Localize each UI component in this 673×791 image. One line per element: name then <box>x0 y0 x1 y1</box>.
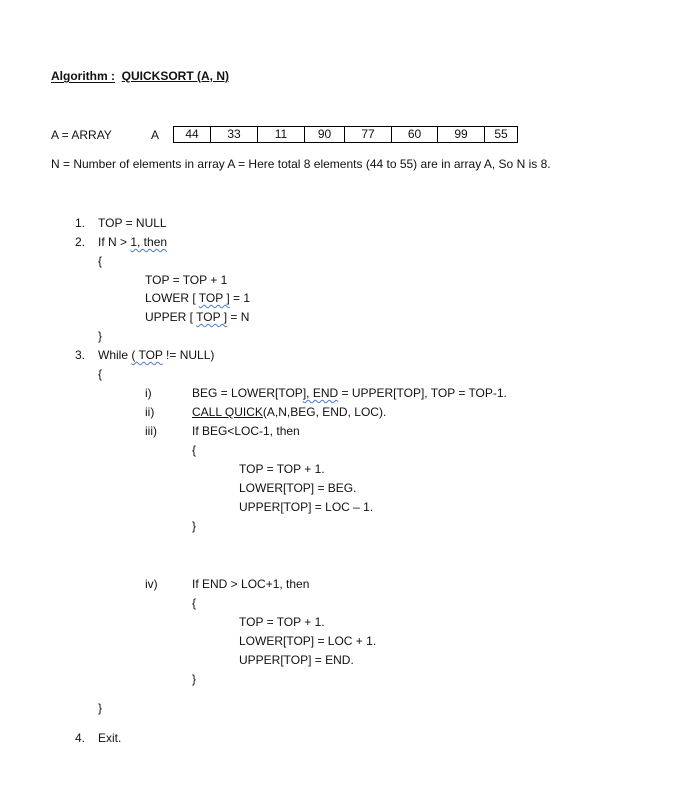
step-2-line-1: TOP = TOP + 1 <box>145 273 228 287</box>
step-2-number: 2. <box>75 235 86 249</box>
open-brace: { <box>192 443 197 457</box>
step-2 <box>98 235 167 249</box>
open-brace: { <box>98 367 103 381</box>
text-fragment: ], END <box>302 386 339 400</box>
text-fragment: TOP ] <box>198 291 230 305</box>
array-cell: 55 <box>494 127 508 141</box>
step-2-line-3 <box>145 310 249 324</box>
step-3-number: 3. <box>75 348 86 362</box>
step-1-number: 1. <box>75 216 86 230</box>
array-cell: 90 <box>305 127 345 142</box>
text-fragment: TOP ] <box>196 310 228 324</box>
step-2-then: 1, then <box>130 235 168 249</box>
sub-step-label: iii) <box>145 424 157 438</box>
page-title <box>51 69 229 83</box>
text-fragment: = N <box>227 310 250 324</box>
close-brace: } <box>98 329 103 343</box>
text-fragment: While <box>98 348 132 362</box>
sub-step-label: ii) <box>145 405 155 419</box>
sub-step-iv-line-1: TOP = TOP + 1. <box>239 615 325 629</box>
close-brace: } <box>98 701 103 715</box>
sub-step-iii-line-2: LOWER[TOP] = BEG. <box>239 481 357 495</box>
text-fragment: = UPPER[TOP], TOP = TOP-1. <box>338 386 507 400</box>
text-fragment: ( TOP <box>131 348 163 362</box>
sub-step-iv-line-2: LOWER[TOP] = LOC + 1. <box>239 634 377 648</box>
sub-step-label: i) <box>145 386 152 400</box>
array-cell: 99 <box>438 127 485 142</box>
close-brace: } <box>192 519 197 533</box>
array-cell: 77 <box>345 127 392 142</box>
step-4: Exit. <box>98 731 122 745</box>
close-brace: } <box>192 672 197 686</box>
text-fragment: != NULL) <box>162 348 215 362</box>
step-3 <box>98 348 214 362</box>
text-fragment: = 1 <box>229 291 251 305</box>
sub-step-iii-line-1: TOP = TOP + 1. <box>239 462 325 476</box>
text-fragment: (A,N,BEG, END, LOC). <box>262 405 387 419</box>
step-4-number: 4. <box>75 731 86 745</box>
sub-step-label: iv) <box>145 577 158 591</box>
sub-step-i <box>192 386 507 400</box>
text-fragment: BEG = LOWER[TOP <box>192 386 303 400</box>
text-fragment: UPPER [ <box>145 310 197 324</box>
n-definition: N = Number of elements in array A = Here total 8 elements (44 to 55) are in array A, So N is 8. <box>51 157 551 171</box>
array-cell: 33 <box>211 127 258 142</box>
open-brace: { <box>98 254 103 268</box>
array-cell: 11 <box>258 127 305 142</box>
sub-step-iv: If END > LOC+1, then <box>192 577 310 591</box>
sub-step-iii-line-3: UPPER[TOP] = LOC – 1. <box>239 500 374 514</box>
sub-step-ii <box>192 405 386 419</box>
text-fragment: CALL QUICK <box>192 405 263 419</box>
step-2-cond: If N > <box>98 235 131 249</box>
title-prefix: Algorithm : <box>51 69 115 83</box>
sub-step-iii: If BEG<LOC-1, then <box>192 424 300 438</box>
array-name: A <box>151 128 160 142</box>
text-fragment: LOWER [ <box>145 291 199 305</box>
array-cell: 44 <box>174 127 211 142</box>
step-2-line-2 <box>145 291 250 305</box>
array-label: A = ARRAY <box>51 128 112 142</box>
step-1: TOP = NULL <box>98 216 167 230</box>
open-brace: { <box>192 596 197 610</box>
array-cells <box>173 126 518 143</box>
array-cell: 60 <box>392 127 438 142</box>
sub-step-iv-line-3: UPPER[TOP] = END. <box>239 653 354 667</box>
title-rest: QUICKSORT (A, N) <box>121 69 229 83</box>
